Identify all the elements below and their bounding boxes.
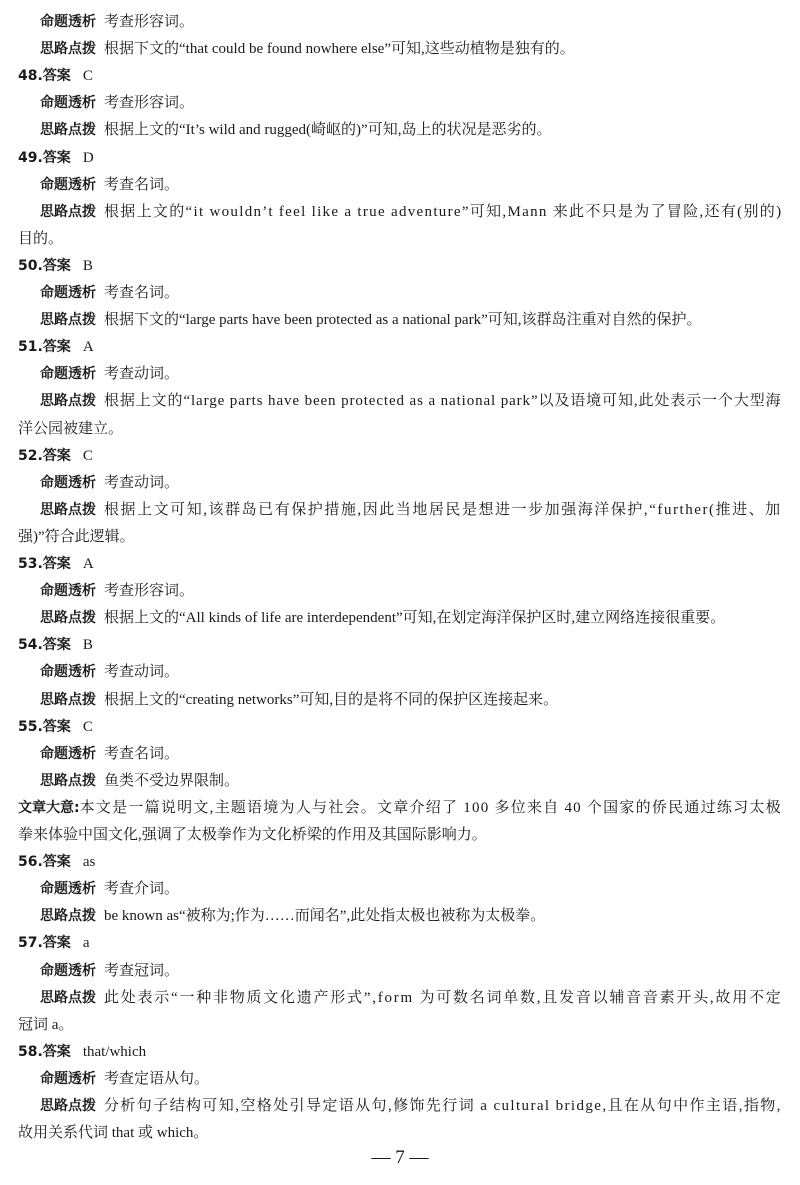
explain-line: [0, 307, 800, 334]
explain-label: 思路点拨: [40, 1098, 96, 1114]
analysis-label: 命题透析: [40, 881, 96, 898]
answer-value: B: [82, 257, 93, 274]
analysis-label: 命题透析: [40, 95, 96, 112]
explain-line: [0, 903, 800, 930]
answer-value: C: [82, 68, 93, 85]
answer-label: 答案: [42, 637, 71, 654]
explain-line: [0, 199, 800, 226]
answer-line: [0, 253, 800, 280]
explain-label: 思路点拨: [40, 691, 96, 708]
analysis-line: [0, 578, 800, 605]
analysis-line: [0, 361, 800, 388]
analysis-text: 考查动词。: [104, 664, 180, 681]
answer-value: A: [82, 339, 94, 356]
analysis-label: 命题透析: [40, 14, 96, 30]
explain-text: 根据上文的“large parts have been protected as a national park”以及语境可知,此处表示一个大型海: [104, 393, 782, 410]
question-number: 54.: [18, 637, 43, 654]
answer-value: B: [82, 637, 93, 654]
explain-line: [0, 605, 800, 632]
answer-value: C: [82, 447, 93, 464]
explain-label: 思路点拨: [40, 501, 96, 518]
answer-line: [0, 714, 800, 741]
analysis-line: [0, 470, 800, 497]
answer-label: 答案: [42, 257, 71, 274]
question-number: 48.: [18, 68, 43, 85]
explain-label: 思路点拨: [40, 312, 96, 329]
answer-line: [0, 334, 800, 361]
explain-text-continued: 强)”符合此逻辑。: [18, 528, 135, 545]
analysis-label: 命题透析: [40, 285, 96, 301]
analysis-label: 命题透析: [40, 962, 96, 979]
explain-label: 思路点拨: [40, 610, 96, 627]
analysis-label: 命题透析: [40, 583, 96, 600]
explain-label: 思路点拨: [40, 908, 96, 925]
question-number: 58.: [18, 1043, 43, 1060]
question-number: 55.: [18, 718, 43, 735]
analysis-text: 考查冠词。: [104, 962, 180, 979]
analysis-text: 考查动词。: [104, 474, 180, 491]
answer-line: [0, 63, 800, 90]
explain-text: 此处表示“一种非物质文化遗产形式”,form 为可数名词单数,且发音以辅音音素开头,故用不定: [104, 989, 783, 1006]
explain-text-continued: 洋公园被建立。: [18, 420, 124, 437]
analysis-text: 考查名词。: [104, 285, 180, 301]
analysis-text: 考查形容词。: [104, 14, 195, 30]
analysis-line: [0, 1066, 800, 1093]
answer-value: that/which: [82, 1043, 147, 1060]
analysis-text: 考查形容词。: [104, 95, 195, 112]
explain-line: [0, 388, 800, 415]
explain-text: 根据上文的“it wouldn’t feel like a true adventure”可知,Mann 来此不只是为了冒险,还有(别的): [104, 203, 783, 220]
analysis-text: 考查介词。: [104, 881, 180, 898]
answer-label: 答案: [42, 339, 71, 356]
explain-text: 鱼类不受边界限制。: [104, 772, 240, 789]
analysis-label: 命题透析: [40, 745, 96, 762]
answer-line: [0, 443, 800, 470]
answer-line: [0, 849, 800, 876]
explain-text: 分析句子结构可知,空格处引导定语从句,修饰先行词 a cultural bridge,且在从句中作主语,指物,: [104, 1098, 782, 1114]
analysis-line: [0, 958, 800, 985]
explain-label: 思路点拨: [40, 393, 96, 410]
answer-label: 答案: [42, 935, 71, 952]
explain-text-continued: 故用关系代词 that 或 which。: [18, 1125, 209, 1142]
analysis-label: 命题透析: [40, 474, 96, 491]
analysis-line: [0, 90, 800, 117]
question-number: 52.: [18, 447, 43, 464]
explain-line: [0, 117, 800, 144]
summary-line: [0, 795, 800, 822]
explain-text: 根据上文可知,该群岛已有保护措施,因此当地居民是想进一步加强海洋保护,“further(推进、加: [104, 501, 782, 518]
answer-line: [0, 930, 800, 957]
analysis-line: [0, 9, 800, 36]
answer-label: 答案: [42, 854, 71, 871]
summary-text-continued: 拳来体验中国文化,强调了太极拳作为文化桥梁的作用及其国际影响力。: [18, 827, 487, 843]
explain-continuation: [0, 1012, 800, 1039]
analysis-line: [0, 659, 800, 686]
answer-value: A: [82, 556, 94, 572]
question-number: 57.: [18, 935, 43, 952]
explain-text: 根据上文的“creating networks”可知,目的是将不同的保护区连接起来。: [104, 691, 559, 708]
explain-line: [0, 497, 800, 524]
answer-value: C: [82, 718, 93, 735]
question-number: 49.: [18, 149, 43, 166]
page-number: — 7 —: [371, 1147, 429, 1168]
explain-continuation: [0, 226, 800, 253]
explain-line: [0, 687, 800, 714]
explain-text: be known as“被称为;作为……而闻名”,此处指太极也被称为太极拳。: [104, 908, 546, 925]
explain-text: 根据上文的“All kinds of life are interdependent”可知,在划定海洋保护区时,建立网络连接很重要。: [104, 610, 726, 627]
explain-continuation: [0, 524, 800, 551]
analysis-label: 命题透析: [40, 176, 96, 193]
explain-line: [0, 1093, 800, 1120]
explain-line: [0, 36, 800, 63]
answer-label: 答案: [42, 68, 71, 85]
analysis-text: 考查动词。: [104, 366, 180, 383]
question-number: 51.: [18, 339, 43, 356]
answer-label: 答案: [42, 1043, 71, 1060]
answer-line: [0, 632, 800, 659]
analysis-line: [0, 876, 800, 903]
question-number: 53.: [18, 556, 43, 572]
answer-label: 答案: [42, 447, 71, 464]
explain-text: 根据下文的“that could be found nowhere else”可知,这些动植物是独有的。: [104, 41, 575, 58]
explain-line: [0, 768, 800, 795]
question-number: 50.: [18, 257, 43, 274]
answer-line: [0, 1039, 800, 1066]
analysis-line: [0, 280, 800, 307]
explain-label: 思路点拨: [40, 41, 96, 58]
explain-text-continued: 目的。: [18, 230, 64, 247]
analysis-text: 考查形容词。: [104, 583, 195, 600]
question-number: 56.: [18, 854, 43, 871]
explain-text-continued: 冠词 a。: [18, 1016, 74, 1033]
analysis-label: 命题透析: [40, 366, 96, 383]
answer-line: [0, 145, 800, 172]
summary-line: [0, 822, 800, 849]
explain-label: 思路点拨: [40, 203, 96, 220]
answer-label: 答案: [42, 149, 71, 166]
answer-label: 答案: [42, 556, 71, 572]
answer-value: a: [82, 935, 90, 952]
analysis-label: 命题透析: [40, 664, 96, 681]
analysis-text: 考查名词。: [104, 176, 180, 193]
summary-label: 文章大意:: [18, 799, 80, 816]
analysis-text: 考查名词。: [104, 745, 180, 762]
answer-value: D: [82, 149, 94, 166]
explain-label: 思路点拨: [40, 989, 96, 1006]
explain-continuation: [0, 416, 800, 443]
analysis-text: 考查定语从句。: [104, 1070, 210, 1087]
analysis-line: [0, 741, 800, 768]
explain-text: 根据下文的“large parts have been protected as a national park”可知,该群岛注重对自然的保护。: [104, 312, 702, 329]
explain-label: 思路点拨: [40, 772, 96, 789]
analysis-label: 命题透析: [40, 1070, 96, 1087]
explain-label: 思路点拨: [40, 122, 96, 139]
analysis-line: [0, 172, 800, 199]
explain-text: 根据上文的“It’s wild and rugged(崎岖的)”可知,岛上的状况是恶劣的。: [104, 122, 552, 139]
answer-label: 答案: [42, 718, 71, 735]
answer-value: as: [82, 854, 96, 871]
summary-text: 本文是一篇说明文,主题语境为人与社会。文章介绍了 100 多位来自 40 个国家的侨民通过练习太极: [79, 799, 782, 816]
explain-line: [0, 985, 800, 1012]
answer-line: [0, 551, 800, 578]
